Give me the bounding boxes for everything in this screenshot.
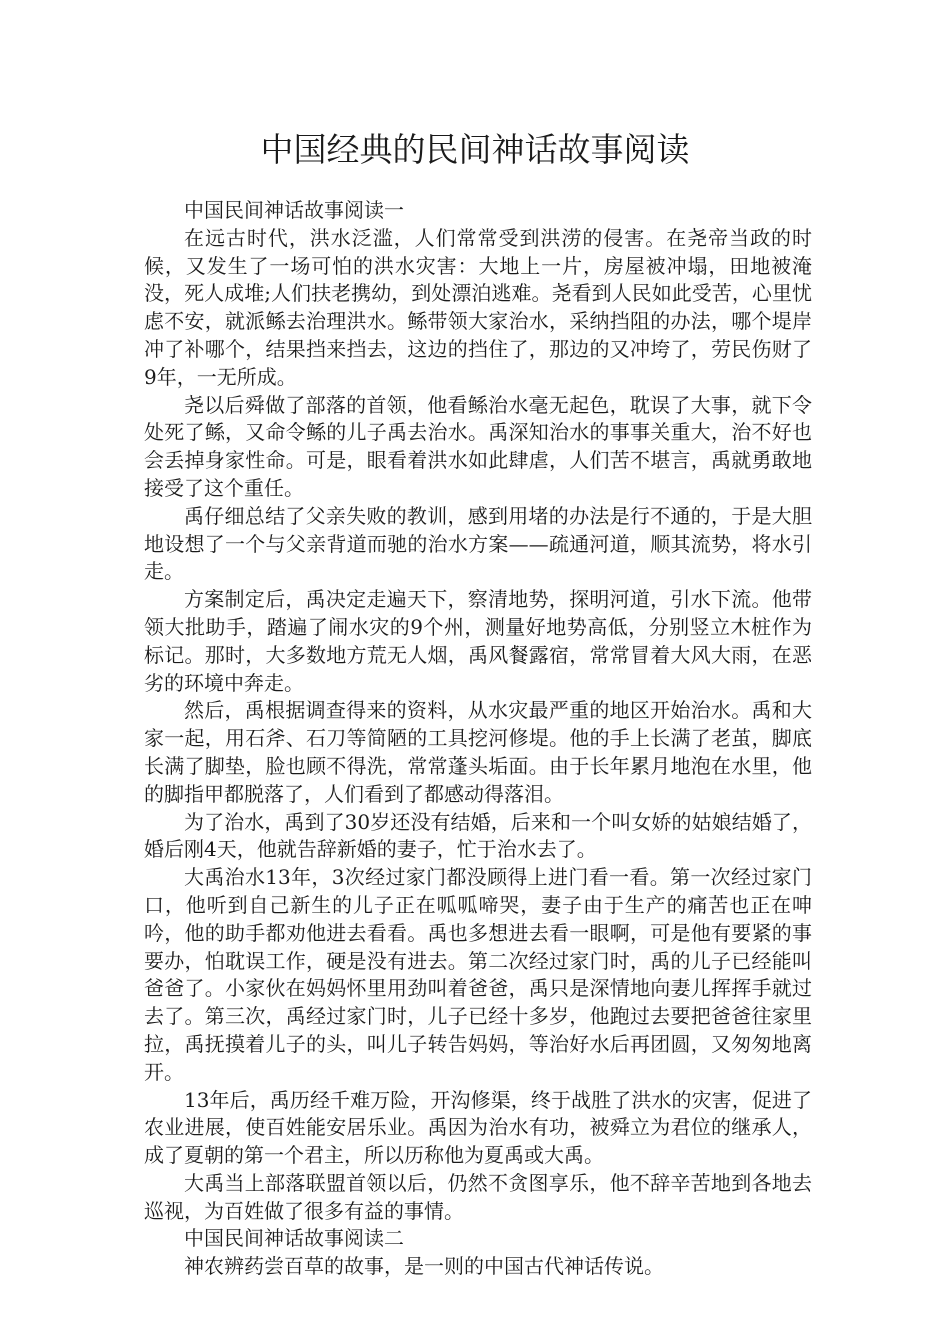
paragraph: 13年后，禹历经千难万险，开沟修渠，终于战胜了洪水的灾害，促进了农业进展，使百姓能安居乐业。禹因为治水有功，被舜立为君位的继承人，成了夏朝的第一个君主，所以历称他为夏禹或大禹。 — [144, 1087, 812, 1168]
paragraph: 然后，禹根据调查得来的资料，从水灾最严重的地区开始治水。禹和大家一起，用石斧、石刀等简陋的工具挖河修堤。他的手上长满了老茧，脚底长满了脚垫，脸也顾不得洗，常常蓬头垢面。由于长年累月地泡在水里，他的脚指甲都脱落了，人们看到了都感动得落泪。 — [144, 698, 812, 806]
paragraph: 神农辨药尝百草的故事，是一则的中国古代神话传说。 — [184, 1254, 664, 1279]
paragraph: 大禹治水13年，3次经过家门都没顾得上进门看一看。第一次经过家门口，他听到自己新生的儿子正在呱呱啼哭，妻子由于生产的痛苦也正在呻吟，他的助手都劝他进去看看。禹也多想进去看一眼啊，可是他有要紧的事要办，怕耽误工作，硬是没有进去。第二次经过家门时，禹的儿子已经能叫爸爸了。小家伙在妈妈怀里用劲叫着爸爸，禹只是深情地向妻儿挥挥手就过去了。第三次，禹经过家门时，儿子已经十多岁，他跑过去要把爸爸往家里拉，禹抚摸着儿子的头，叫儿子转告妈妈，等治好水后再团圆，又匆匆地离开。 — [144, 865, 812, 1084]
article-body — [144, 197, 812, 1281]
page-title: 中国经典的民间神话故事阅读 — [260, 130, 690, 169]
paragraph: 禹仔细总结了父亲失败的教训，感到用堵的办法是行不通的，于是大胆地设想了一个与父亲背道而驰的治水方案——疏通河道，顺其流势，将水引走。 — [144, 503, 812, 584]
paragraph: 为了治水，禹到了30岁还没有结婚，后来和一个叫女娇的姑娘结婚了，婚后刚4天，他就告辞新婚的妻子，忙于治水去了。 — [144, 809, 812, 862]
paragraph: 大禹当上部落联盟首领以后，仍然不贪图享乐，他不辞辛苦地到各地去巡视，为百姓做了很多有益的事情。 — [144, 1170, 812, 1223]
paragraph: 方案制定后，禹决定走遍天下，察清地势，探明河道，引水下流。他带领大批助手，踏遍了闹水灾的9个州，测量好地势高低，分别竖立木桩作为标记。那时，大多数地方荒无人烟，禹风餐露宿，常常冒着大风大雨，在恶劣的环境中奔走。 — [144, 587, 812, 695]
paragraph: 在远古时代，洪水泛滥，人们常常受到洪涝的侵害。在尧帝当政的时候，又发生了一场可怕的洪水灾害：大地上一片，房屋被冲塌，田地被淹没，死人成堆;人们扶老携幼，到处漂泊逃难。尧看到人民如此受苦，心里忧虑不安，就派鲧去治理洪水。鲧带领大家治水，采纳挡阻的办法，哪个堤岸冲了补哪个，结果挡来挡去，这边的挡住了，那边的又冲垮了，劳民伤财了9年，一无所成。 — [144, 225, 812, 389]
section-heading-1: 中国民间神话故事阅读一 — [184, 198, 404, 222]
paragraph: 尧以后舜做了部落的首领，他看鲧治水毫无起色，耽误了大事，就下令处死了鲧，又命令鲧的儿子禹去治水。禹深知治水的事事关重大，治不好也会丢掉身家性命。可是，眼看着洪水如此肆虐，人们苦不堪言，禹就勇敢地接受了这个重任。 — [144, 392, 812, 500]
section-heading-2: 中国民间神话故事阅读二 — [184, 1226, 404, 1251]
